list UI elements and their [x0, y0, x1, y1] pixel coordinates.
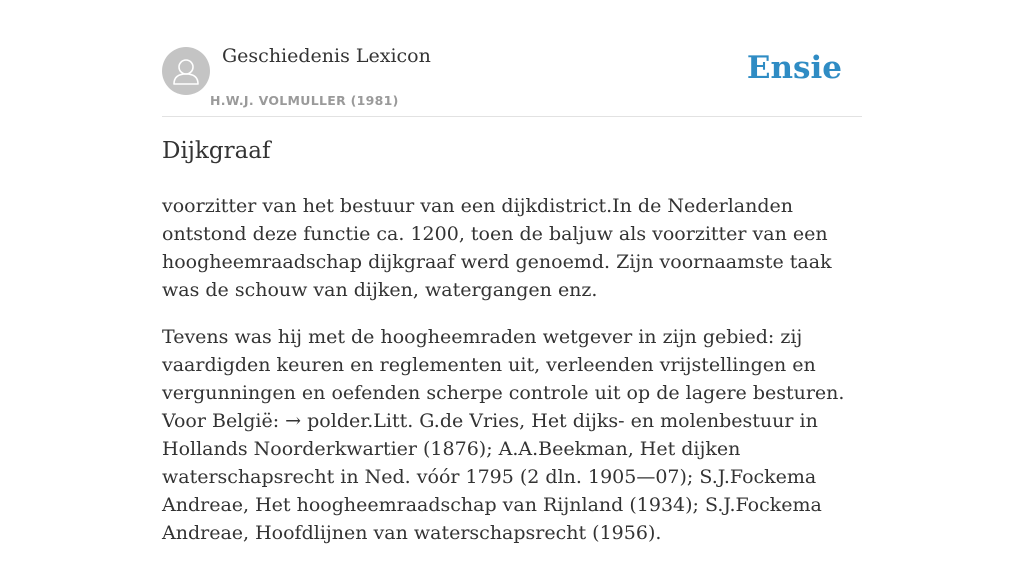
avatar[interactable] [162, 47, 210, 95]
source-author[interactable]: H.W.J. VOLMULLER (1981) [210, 93, 399, 108]
source-title[interactable]: Geschiedenis Lexicon [222, 45, 431, 67]
source-header [162, 0, 862, 117]
entry-body [162, 192, 862, 566]
user-icon [162, 47, 210, 95]
entry-title: Dijkgraaf [162, 138, 271, 164]
page [162, 0, 862, 544]
entry-paragraph: voorzitter van het bestuur van een dijkdistrict.In de Nederlanden ontstond deze functie ca. 1200, toen de baljuw als voorzitter van een hoogheemraadschap dijkgraaf werd genoemd. Zijn voornaamste taak was de schouw van dijken, watergangen enz. [162, 195, 832, 301]
brand-logo[interactable]: Ensie [746, 50, 842, 86]
entry-paragraph: Tevens was hij met de hoogheemraden wetgever in zijn gebied: zij vaardigden keuren en reglementen uit, verleenden vrijstellingen en vergunningen en oefenden scherpe controle uit op de lagere besturen. Voor België: → polder.Litt. G.de Vries, Het dijks- en molenbestuur in Hollands Noorderkwartier (1876); A.A.Beekman, Het dijken waterschapsrecht in Ned. vóór 1795 (2 dln. 1905—07); S.J.Fockema Andreae, Het hoogheemraadschap van Rijnland (1934); S.J.Fockema Andreae, Hoofdlijnen van waterschapsrecht (1956). [162, 326, 845, 544]
